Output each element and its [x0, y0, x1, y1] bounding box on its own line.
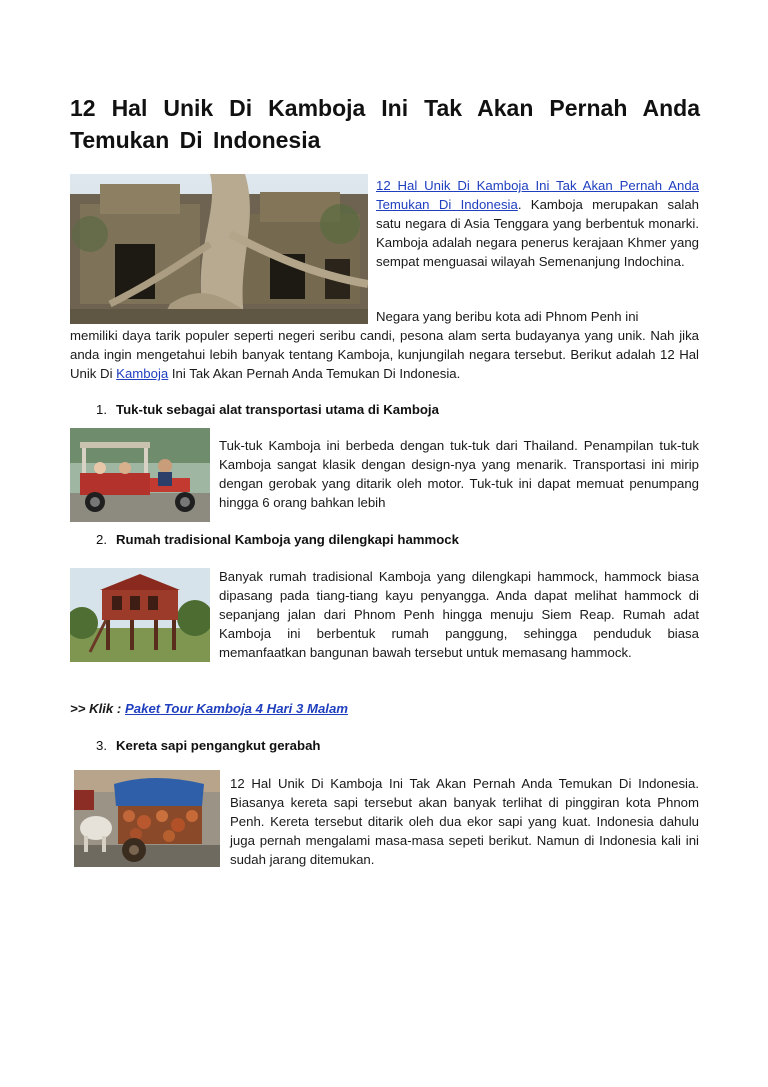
item-3-heading [96, 736, 320, 755]
stilt-house-photo [70, 568, 210, 662]
intro-text-3: memiliki daya tarik populer seperti negeri seribu candi, pesona alam serta budayanya yang unik. Nah jika anda ingin mengetahui lebih banyak tentang Kamboja, kunjungilah negara tersebut. Berikut adalah 12 Hal Unik Di [70, 328, 699, 381]
intro-text-2: Negara yang beribu kota adi Phnom Penh ini [376, 309, 639, 324]
item-1-title: Tuk-tuk sebagai alat transportasi utama di Kamboja [116, 402, 439, 417]
intro-full-paragraph [70, 326, 699, 383]
intro-text-4: Ini Tak Akan Pernah Anda Temukan Di Indonesia. [168, 366, 461, 381]
item-1-number: 1. [96, 402, 107, 417]
promo-line [70, 699, 348, 718]
item-2-heading [96, 530, 459, 549]
intro-paragraph [376, 176, 699, 271]
ox-cart-pottery-photo [74, 770, 220, 867]
page-title: 12 Hal Unik Di Kamboja Ini Tak Akan Pernah Anda Temukan Di Indonesia [70, 95, 700, 153]
promo-prefix: >> Klik : [70, 701, 125, 716]
tuk-tuk-photo [70, 428, 210, 522]
intro-continuation-line [376, 307, 699, 326]
item-2-title: Rumah tradisional Kamboja yang dilengkapi hammock [116, 532, 459, 547]
item-1-heading [96, 400, 439, 419]
intro-title-link[interactable]: 12 Hal Unik Di Kamboja Ini Tak Akan Pernah Anda Temukan Di Indonesia [376, 178, 699, 212]
intro-text: . Kamboja merupakan salah satu negara di Asia Tenggara yang berbentuk monarki. Kamboja adalah negara penerus kerajaan Khmer yang sempat menguasai wilayah Semenanjung Indochina. [376, 197, 699, 269]
item-3-number: 3. [96, 738, 107, 753]
item-2-number: 2. [96, 532, 107, 547]
tour-package-link[interactable]: Paket Tour Kamboja 4 Hari 3 Malam [124, 701, 349, 716]
item-2-body: Banyak rumah tradisional Kamboja yang dilengkapi hammock, hammock biasa dipasang pada tiang-tiang kayu penyangga. Anda dapat melihat hammock di sepanjang jalan dari Phnom Penh hingga menuju Siem Reap. Rumah adat Kamboja ini berbentuk rumah panggung, sehingga penduduk biasa memanfaatkan bangunan bawah tersebut untuk memasang hammock. [219, 569, 699, 660]
item-1-body: Tuk-tuk Kamboja ini berbeda dengan tuk-tuk dari Thailand. Penampilan tuk-tuk Kamboja sangat klasik dengan design-nya yang menarik. Transportasi ini mirip dengan gerobak yang ditarik oleh motor. Tuk-tuk ini dapat memuat penumpang hingga 6 orang bahkan lebih [219, 438, 699, 510]
kamboja-link[interactable]: Kamboja [116, 366, 169, 381]
temple-ruins-photo [70, 174, 368, 324]
item-3-title: Kereta sapi pengangkut gerabah [116, 738, 321, 753]
item-3-body: 12 Hal Unik Di Kamboja Ini Tak Akan Pernah Anda Temukan Di Indonesia. Biasanya kereta sapi tersebut akan banyak terlihat di pinggiran kota Phnom Penh. Kereta tersebut ditarik oleh dua ekor sapi yang kuat. Indonesia dahulu juga pernah mengalami masa-masa sepeti berikut. Namun di Indonesia kali ini sudah jarang ditemukan. [230, 776, 699, 867]
